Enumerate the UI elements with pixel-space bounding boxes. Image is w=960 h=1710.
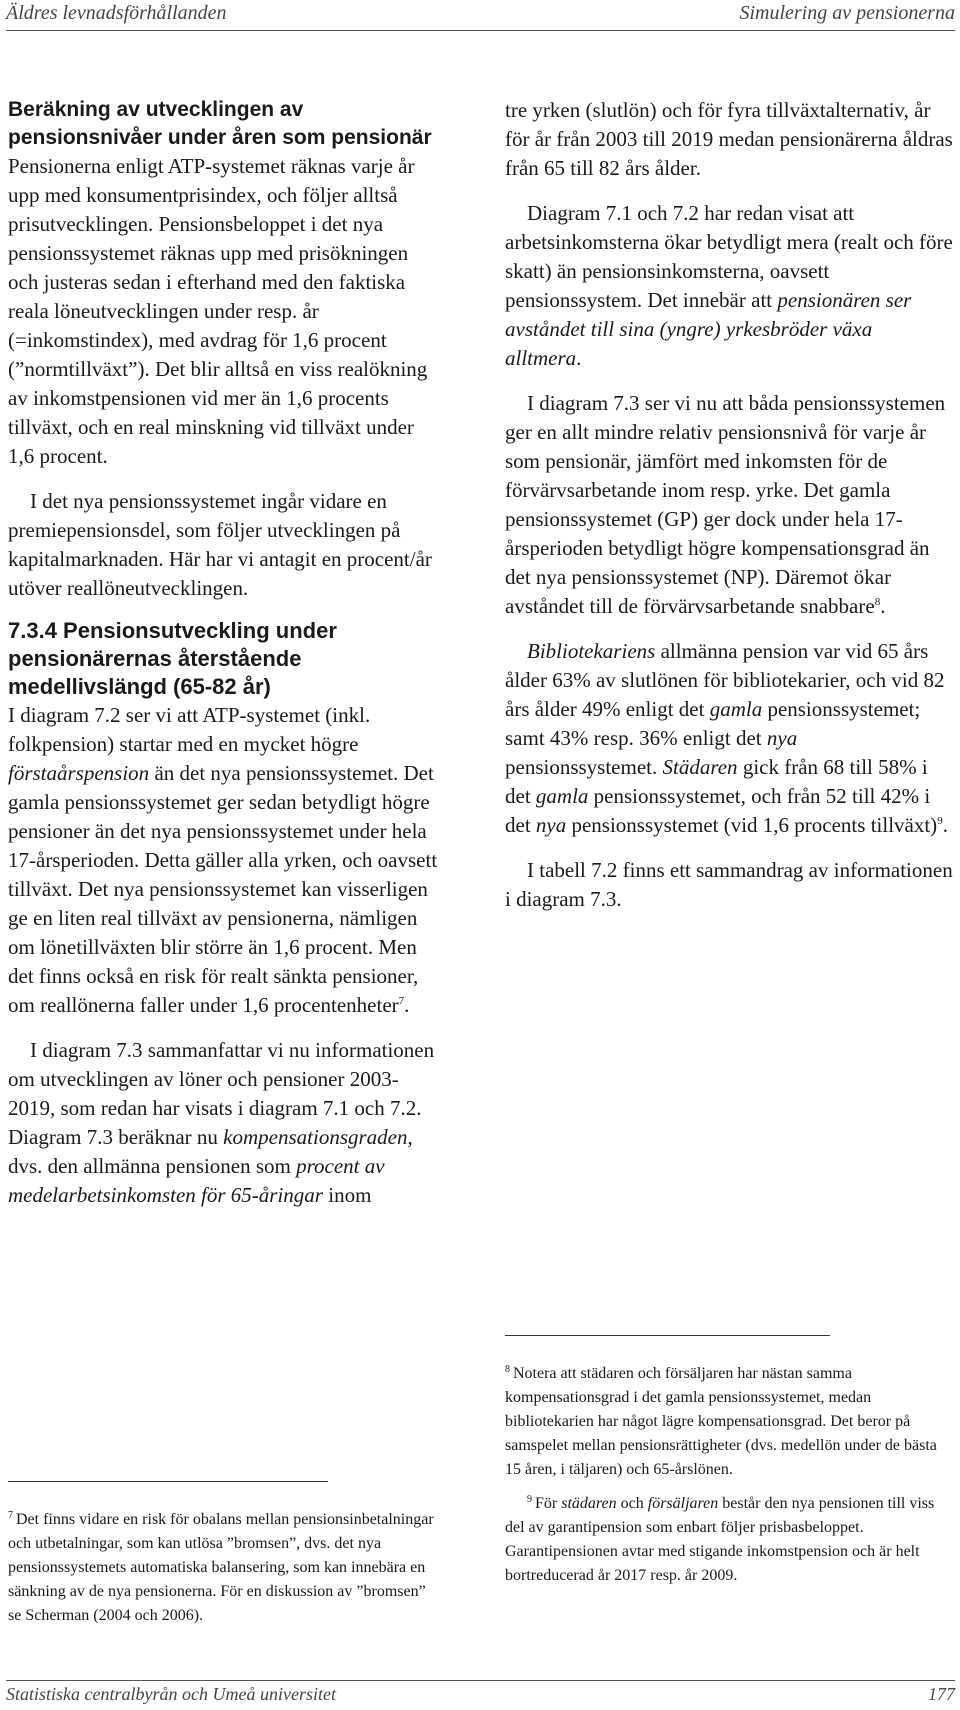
running-header xyxy=(6,0,955,31)
footnotes-left xyxy=(8,1508,438,1628)
footnote-8: $^8$ Notera att städaren och försäljaren har nästan samma kompensationsgrad i det gamla pensionssystemet, medan bibliotekarien har något lägre kompensationsgrad. Det beror på samspelet mellan pensionsrättigheter (dvs. medellön under de bästa 15 åren, i täljaren) och 65-årslönen. xyxy=(505,1363,937,1478)
paragraph-librarian-cleaner: Bibliotekariens allmänna pension var vid 65 års ålder 63% av slutlönen för bibliotekarier, och vid 82 års ålder 49% enligt det gamla pensionssystemet; samt 43% resp. 36% enligt det nya pensionssystemet. Städaren gick från 68 till 58% i det gamla pensionssystemet, och från 52 till 42% i det nya pensionssystemet (vid 1,6 procents tillväxt)$^9$. xyxy=(505,639,948,837)
paragraph-diagram-7-2: I diagram 7.2 ser vi att ATP-systemet (inkl. folkpension) startar med en mycket högre förstaårspension än det nya pensionssystemet. Det gamla pensionssystemet ger sedan betydligt högre pensioner än det nya pensionssystemet under hela 17-årsperioden. Detta gäller alla yrken, och oavsett tillväxt. Det nya pensionssystemet kan visserligen ge en liten real tillväxt av pensionerna, nämligen om lönetillväxten blir större än 1,6 procent. Men det finns också en risk för realt sänkta pensioner, om reallönerna faller under 1,6 procentenheter$^7$. xyxy=(8,703,438,1017)
footnote-7: $^7$ Det finns vidare en risk för obalans mellan pensionsinbetalningar och utbetalningar, som kan utlösa ”bromsen”, dvs. det nya pensionssystemets automatiska balansering, som kan innebära en sänkning av de nya pensionerna. För en diskussion av ”bromsen” se Scherman (2004 och 2006). xyxy=(8,1509,434,1624)
running-footer xyxy=(6,1680,955,1709)
header-section-title: Äldres levnadsförhållanden xyxy=(6,2,227,24)
footnote-9: $^9$ För städaren och försäljaren består den nya pensionen till viss del av garantipension som enbart följer prisbasbeloppet. Garantipensionen avtar med stigande inkomstpension och är helt bortreducerad år 2017 resp. år 2009. xyxy=(505,1493,935,1584)
footnote-ref-7[interactable]: 7 xyxy=(398,995,405,1007)
paragraph-diagram-7-3-intro: I diagram 7.3 sammanfattar vi nu informationen om utvecklingen av löner och pensioner 2003-2019, som redan har visats i diagram 7.1 och 7.2. Diagram 7.3 beräknar nu kompensationsgraden, dvs. den allmänna pensionen som procent av medelarbetsinkomsten för 65-åringar inom xyxy=(8,1038,435,1207)
subheading-pension-calculation: Beräkning av utvecklingen av pensionsnivåer under åren som pensionär xyxy=(8,98,432,149)
paragraph-premium-pension: I det nya pensionssystemet ingår vidare en premiepensionsdel, som följer utvecklingen på kapitalmarknaden. Här har vi antagit en procent/år utöver reallöneutvecklingen. xyxy=(8,489,432,600)
footnote-ref-8[interactable]: 8 xyxy=(874,596,881,608)
paragraph-occupations-continuation: tre yrken (slutlön) och för fyra tillväxtalternativ, år för år från 2003 till 2019 medan pensionärerna åldras från 65 till 82 års ålder. xyxy=(505,98,953,180)
footnotes-right xyxy=(505,1362,953,1588)
right-column xyxy=(505,96,953,914)
footnote-rule-left xyxy=(8,1481,328,1482)
paragraph-table-7-2-summary: I tabell 7.2 finns ett sammandrag av informationen i diagram 7.3. xyxy=(505,858,953,911)
page-number: 177 xyxy=(928,1684,955,1704)
footer-publisher: Statistiska centralbyrån och Umeå universitet xyxy=(6,1684,336,1704)
paragraph-income-growth: Diagram 7.1 och 7.2 har redan visat att arbetsinkomsterna ökar betydligt mera (realt och före skatt) än pensionsinkomsterna, oavsett pensionssystem. Det innebär att pensionären ser avståndet till sina (yngre) yrkesbröder växa alltmera. xyxy=(505,201,953,370)
footnote-rule-right xyxy=(505,1335,830,1336)
paragraph-atp-indexing: Pensionerna enligt ATP-systemet räknas varje år upp med konsumentprisindex, och följer alltså prisutvecklingen. Pensionsbeloppet i det nya pensionssystemet räknas upp med prisökningen och justeras sedan i efterhand med den faktiska reala löneutvecklingen under resp. år (=inkomstindex), med avdrag för 1,6 procent (”normtillväxt”). Det blir alltså en viss realökning av inkomstpensionen vid mer än 1,6 procents tillväxt, och en real minskning vid tillväxt under 1,6 procent. xyxy=(8,154,428,468)
section-heading-7-3-4: 7.3.4 Pensionsutveckling under pensionärernas återstående medellivslängd (65-82 år) xyxy=(8,618,337,699)
left-column xyxy=(8,96,442,1210)
header-chapter-title: Simulering av pensionerna xyxy=(739,2,955,24)
footnote-ref-9[interactable]: 9 xyxy=(937,815,943,827)
paragraph-relative-pension-level: I diagram 7.3 ser vi nu att båda pensionssystemen ger en allt mindre relativ pensionsnivå för varje år som pensionär, jämfört med inkomsten för de förvärvsarbetande inom resp. yrke. Det gamla pensionssystemet (GP) ger dock under hela 17-årsperioden betydligt högre kompensationsgrad än det nya pensionssystemet (NP). Däremot ökar avståndet till de förvärvsarbetande snabbare$^8$. xyxy=(505,391,946,618)
